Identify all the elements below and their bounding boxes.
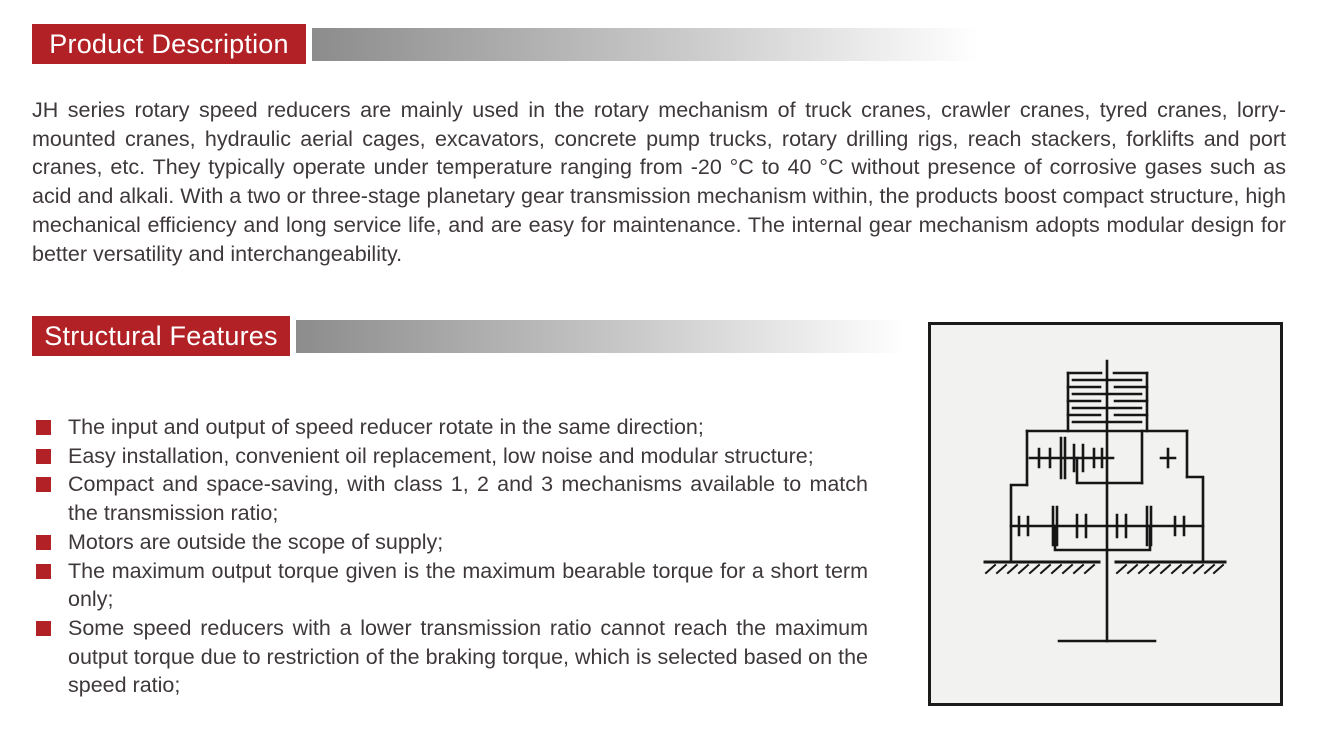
feature-text: The maximum output torque given is the maximum bearable torque for a short term only;	[68, 558, 868, 612]
feature-item	[32, 442, 877, 471]
feature-text: Motors are outside the scope of supply;	[68, 529, 444, 554]
gear-schematic-figure	[928, 322, 1283, 706]
ground-hatching	[985, 562, 1225, 573]
feature-text: Easy installation, convenient oil replacement, low noise and modular structure;	[68, 443, 814, 468]
red-square-bullet-icon	[36, 564, 51, 579]
red-square-bullet-icon	[36, 420, 51, 435]
feature-item	[32, 614, 877, 700]
stage-1-gears	[1030, 431, 1175, 483]
red-square-bullet-icon	[36, 621, 51, 636]
feature-item	[32, 470, 877, 527]
red-square-bullet-icon	[36, 535, 51, 550]
feature-text: The input and output of speed reducer rotate in the same direction;	[68, 415, 704, 439]
header-gradient-bar	[296, 320, 906, 353]
feature-item	[32, 528, 877, 557]
feature-item	[32, 557, 877, 614]
feature-item	[32, 413, 877, 442]
planetary-gear-transmission-schematic	[931, 325, 1280, 703]
section-title-product-description: Product Description	[32, 24, 306, 64]
section-header-structural-features	[32, 316, 906, 356]
features-list	[32, 413, 877, 700]
feature-text: Some speed reducers with a lower transmission ratio cannot reach the maximum output torque due to restriction of the braking torque, which is selected based on the speed ratio;	[68, 615, 868, 698]
product-description-paragraph: JH series rotary speed reducers are mainly used in the rotary mechanism of truck cranes, crawler cranes, tyred cranes, lorry-mounted cranes, hydraulic aerial cages, excavators, concrete pump trucks, rotary drilling rigs, reach stackers, forklifts and port cranes, etc. They typically operate under temperature ranging from -20 °C to 40 °C without presence of corrosive gases such as acid and alkali. With a two or three-stage planetary gear transmission mechanism within, the products boost compact structure, high mechanical efficiency and long service life, and are easy for maintenance. The internal gear mechanism adopts modular design for better versatility and interchangeability.	[32, 98, 1286, 266]
header-gradient-bar	[312, 28, 978, 61]
red-square-bullet-icon	[36, 477, 51, 492]
feature-text: Compact and space-saving, with class 1, 2 and 3 mechanisms available to match the transmission ratio;	[68, 472, 868, 526]
section-title-structural-features: Structural Features	[32, 316, 290, 356]
section-header-product-description	[32, 24, 978, 64]
red-square-bullet-icon	[36, 449, 51, 464]
